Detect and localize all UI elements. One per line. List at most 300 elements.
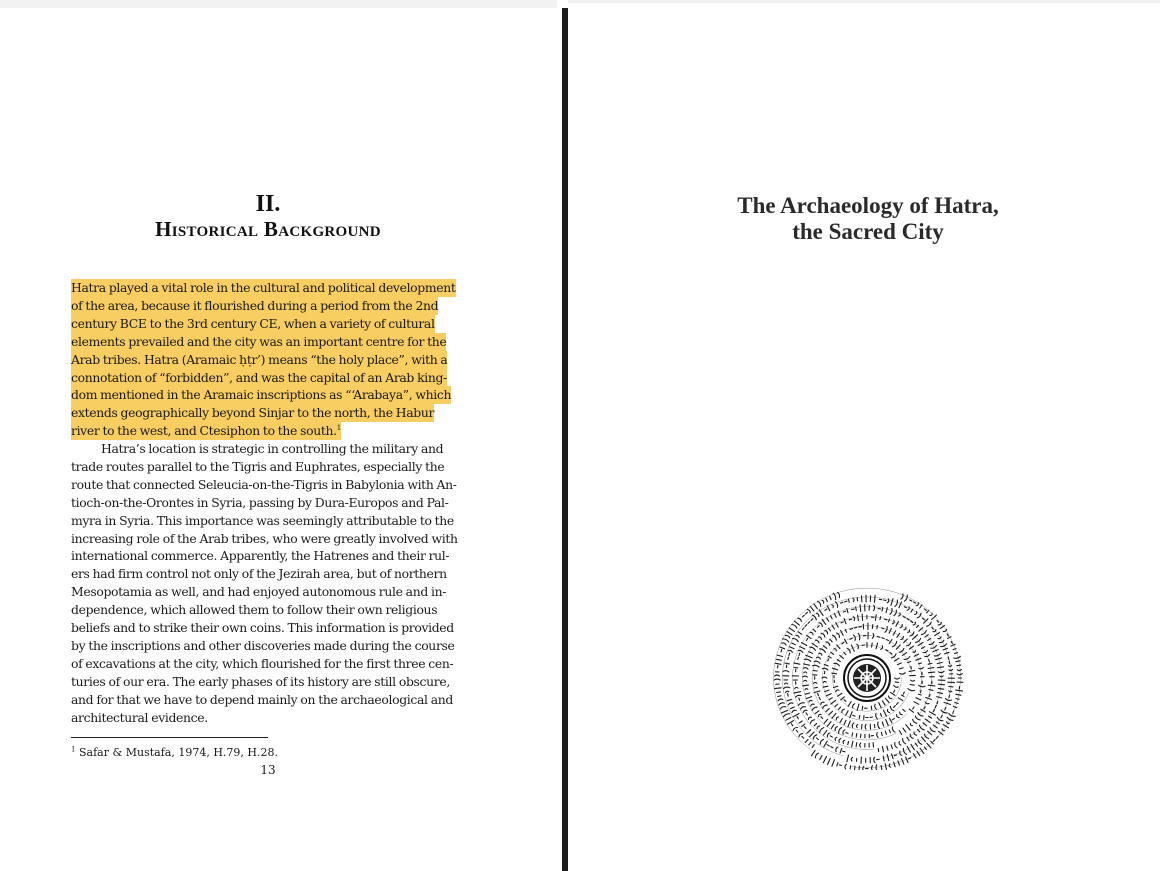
footnote-ref[interactable]: 1 bbox=[336, 424, 341, 433]
script-stroke bbox=[903, 739, 906, 744]
script-stroke bbox=[838, 592, 840, 597]
script-stroke bbox=[818, 601, 821, 606]
script-stroke bbox=[856, 734, 857, 737]
script-stroke bbox=[777, 659, 782, 660]
script-stroke bbox=[794, 692, 801, 693]
script-stroke bbox=[783, 639, 789, 642]
script-stroke bbox=[796, 695, 802, 697]
script-stroke bbox=[798, 703, 804, 706]
script-stroke bbox=[829, 711, 833, 715]
script-stroke bbox=[813, 629, 816, 631]
script-stroke bbox=[894, 690, 895, 692]
highlighted-text: Hatra played a vital role in the cultural and political development of the area, because it flourished during a period from the 2nd century BCE to the 3rd century CE, when a variety of cultural elements prevailed and the city was an important centre for the Arab tribes. Hatra (Aramaic ḥṭr’) means “the holy place”, with a connotation of “forbidden”, and was the capital of an Arab king- dom mentioned in the Aramaic inscriptions as “‘Arabaya”, which extends geographically beyond Sinjar to the north, the Habur river to the west, and Ctesiphon to the south. bbox=[71, 280, 456, 439]
script-stroke bbox=[822, 600, 824, 603]
script-stroke bbox=[823, 705, 828, 708]
script-stroke bbox=[853, 715, 855, 716]
script-stroke bbox=[945, 652, 949, 654]
script-stroke bbox=[797, 717, 798, 719]
script-stroke bbox=[897, 663, 901, 665]
script-stroke bbox=[819, 653, 822, 655]
script-stroke bbox=[843, 740, 845, 743]
script-stroke bbox=[913, 719, 917, 723]
script-stroke bbox=[859, 715, 860, 718]
script-stroke bbox=[916, 698, 921, 700]
script-stroke bbox=[789, 653, 790, 655]
script-stroke bbox=[858, 633, 860, 640]
script-stroke bbox=[805, 693, 809, 694]
script-stroke bbox=[895, 743, 897, 748]
script-stroke bbox=[844, 700, 846, 702]
script-stroke bbox=[788, 650, 792, 652]
script-stroke bbox=[803, 676, 808, 677]
script-stroke bbox=[926, 698, 932, 700]
script-stroke bbox=[885, 731, 886, 734]
script-stroke bbox=[790, 647, 795, 649]
script-stroke bbox=[894, 686, 899, 688]
script-stroke bbox=[821, 717, 823, 719]
script-stroke bbox=[943, 648, 947, 650]
script-stroke bbox=[904, 607, 906, 608]
script-stroke bbox=[884, 710, 887, 716]
script-stroke bbox=[817, 613, 819, 616]
script-stroke bbox=[810, 632, 813, 634]
script-stroke bbox=[846, 733, 848, 734]
script-stroke bbox=[817, 738, 819, 740]
script-stroke bbox=[860, 743, 861, 747]
script-stroke bbox=[839, 765, 841, 766]
chapter-number: II. bbox=[255, 191, 281, 217]
script-stroke bbox=[886, 720, 889, 726]
script-stroke bbox=[815, 753, 818, 758]
script-stroke bbox=[858, 615, 859, 621]
script-stroke bbox=[909, 671, 915, 672]
top-strip bbox=[0, 0, 557, 8]
script-stroke bbox=[779, 703, 785, 705]
script-stroke bbox=[909, 709, 913, 712]
script-stroke bbox=[819, 697, 820, 699]
script-stroke bbox=[811, 704, 814, 706]
script-stroke bbox=[812, 745, 814, 748]
script-stroke bbox=[839, 707, 841, 709]
script-stroke bbox=[827, 733, 830, 737]
script-stroke bbox=[815, 640, 819, 643]
script-stroke bbox=[865, 725, 866, 730]
script-stroke bbox=[806, 638, 807, 640]
script-stroke bbox=[875, 595, 876, 602]
script-stroke bbox=[937, 620, 939, 622]
script-stroke bbox=[791, 724, 792, 726]
script-stroke bbox=[871, 706, 872, 710]
script-stroke bbox=[951, 641, 952, 643]
script-stroke bbox=[810, 606, 814, 611]
script-stroke bbox=[880, 617, 881, 620]
script-stroke bbox=[796, 730, 798, 732]
script-stroke bbox=[915, 716, 920, 720]
script-stroke bbox=[820, 739, 823, 744]
script-stroke bbox=[785, 683, 788, 684]
highlighted-paragraph[interactable] bbox=[71, 279, 464, 440]
script-stroke bbox=[778, 699, 783, 701]
script-stroke bbox=[845, 764, 847, 769]
script-stroke bbox=[783, 687, 789, 688]
script-stroke bbox=[775, 688, 782, 689]
script-stroke bbox=[887, 754, 889, 760]
script-stroke bbox=[793, 714, 799, 717]
chapter-title: Historical Background bbox=[155, 217, 381, 241]
script-stroke bbox=[803, 685, 809, 686]
script-stroke bbox=[828, 758, 831, 764]
script-stroke bbox=[929, 690, 933, 691]
script-stroke bbox=[820, 756, 822, 760]
script-stroke bbox=[956, 690, 963, 691]
script-stroke bbox=[885, 764, 886, 770]
script-stroke bbox=[892, 754, 894, 759]
script-stroke bbox=[835, 727, 837, 731]
script-stroke bbox=[809, 700, 812, 702]
script-stroke bbox=[841, 622, 843, 623]
script-stroke bbox=[848, 702, 851, 707]
script-stroke bbox=[792, 643, 796, 645]
script-stroke bbox=[836, 747, 838, 752]
script-stroke bbox=[881, 732, 882, 735]
script-stroke bbox=[825, 609, 827, 610]
script-stroke bbox=[895, 658, 899, 661]
script-stroke bbox=[875, 615, 876, 621]
script-stroke bbox=[879, 703, 881, 708]
script-stroke bbox=[884, 600, 886, 601]
script-stroke bbox=[804, 664, 810, 665]
script-stroke bbox=[829, 628, 831, 631]
script-stroke bbox=[878, 722, 880, 728]
script-stroke bbox=[848, 742, 849, 745]
footnote bbox=[71, 746, 278, 759]
script-stroke bbox=[814, 724, 816, 726]
script-stroke bbox=[831, 724, 834, 728]
script-stroke bbox=[832, 713, 836, 718]
script-stroke bbox=[812, 643, 817, 647]
script-stroke bbox=[794, 621, 799, 625]
script-stroke bbox=[910, 600, 912, 601]
script-stroke bbox=[775, 675, 780, 676]
script-stroke bbox=[880, 713, 881, 716]
script-stroke bbox=[883, 756, 884, 761]
script-stroke bbox=[793, 639, 799, 642]
script-stroke bbox=[919, 667, 924, 669]
script-stroke bbox=[799, 721, 802, 723]
footnote-rule bbox=[71, 737, 268, 738]
script-stroke bbox=[834, 686, 838, 687]
script-stroke bbox=[787, 632, 792, 635]
script-stroke bbox=[780, 647, 785, 649]
script-stroke bbox=[830, 736, 832, 737]
script-stroke bbox=[833, 668, 838, 670]
script-stroke bbox=[806, 612, 808, 614]
script-stroke bbox=[852, 609, 854, 610]
script-stroke bbox=[805, 739, 808, 742]
script-stroke bbox=[792, 625, 797, 629]
script-stroke bbox=[777, 692, 781, 693]
script-stroke bbox=[811, 619, 813, 621]
script-stroke bbox=[910, 685, 914, 686]
script-stroke bbox=[848, 721, 850, 727]
script-stroke bbox=[957, 674, 962, 675]
script-stroke bbox=[823, 686, 828, 687]
script-stroke bbox=[919, 725, 924, 730]
script-stroke bbox=[885, 698, 889, 702]
spiral-inscription-emblem-icon bbox=[769, 582, 965, 770]
script-stroke bbox=[827, 745, 829, 746]
script-stroke bbox=[815, 711, 819, 714]
script-stroke bbox=[803, 710, 807, 712]
script-stroke bbox=[894, 706, 896, 708]
script-stroke bbox=[874, 724, 875, 727]
script-stroke bbox=[836, 717, 838, 720]
script-stroke bbox=[882, 747, 883, 752]
script-stroke bbox=[823, 757, 826, 763]
script-stroke bbox=[898, 761, 900, 765]
script-stroke bbox=[840, 602, 842, 603]
script-stroke bbox=[813, 670, 817, 671]
script-stroke bbox=[803, 615, 805, 617]
script-stroke bbox=[908, 689, 915, 691]
script-stroke bbox=[820, 728, 824, 733]
script-stroke bbox=[900, 712, 903, 715]
script-stroke bbox=[924, 734, 928, 738]
script-stroke bbox=[817, 726, 820, 729]
script-stroke bbox=[903, 709, 905, 711]
left-page bbox=[0, 8, 557, 871]
script-stroke bbox=[843, 730, 845, 735]
script-stroke bbox=[954, 656, 961, 658]
script-stroke bbox=[775, 663, 781, 664]
script-stroke bbox=[794, 663, 800, 664]
script-stroke bbox=[819, 637, 822, 639]
script-stroke bbox=[921, 690, 922, 692]
script-stroke bbox=[843, 751, 846, 752]
script-stroke bbox=[863, 766, 864, 770]
script-stroke bbox=[831, 747, 833, 748]
script-stroke bbox=[826, 709, 829, 712]
script-stroke bbox=[891, 745, 892, 749]
script-stroke bbox=[873, 605, 874, 610]
script-stroke bbox=[929, 672, 935, 673]
script-stroke bbox=[804, 672, 807, 673]
script-stroke bbox=[889, 764, 890, 767]
script-stroke bbox=[851, 758, 852, 762]
script-stroke bbox=[787, 699, 792, 700]
script-stroke bbox=[876, 713, 878, 719]
script-stroke bbox=[924, 609, 926, 611]
script-stroke bbox=[853, 704, 855, 708]
script-stroke bbox=[889, 696, 892, 699]
script-stroke bbox=[814, 687, 817, 688]
script-stroke bbox=[948, 665, 951, 666]
script-stroke bbox=[785, 635, 789, 637]
script-stroke bbox=[895, 682, 898, 683]
script-stroke bbox=[918, 663, 921, 664]
script-stroke bbox=[916, 603, 918, 606]
script-stroke bbox=[812, 707, 817, 710]
script-stroke bbox=[803, 668, 808, 669]
script-stroke bbox=[852, 723, 854, 728]
script-stroke bbox=[786, 718, 791, 721]
script-stroke bbox=[783, 671, 789, 672]
script-stroke bbox=[840, 719, 842, 723]
script-stroke bbox=[826, 598, 828, 601]
script-stroke bbox=[899, 668, 903, 669]
script-stroke bbox=[890, 608, 892, 614]
body-paragraph: Hatra’s location is strategic in controlling the military and trade routes parallel to the Tigris and Euphrates, especially the route that connected Seleucia-on-the-Tigris in Babylonia with An- tioch-on-the-Orontes in Syria, passing by Dura-Europos and Pal- myra in Syria. This importance was seemingly attributable to the increasing role of the Arab tribes, who were greatly involved with international commerce. Apparently, the Hatrenes and their rul- ers had firm control not only of the Jezirah area, but of northern Mesopotamia as well, and had enjoyed autonomous rule and in- dependence, which allowed them to follow their own religious beliefs and to strike their own coins. This information is provided by the inscriptions and other discoveries made during the course of excavations at the city, which flourished for the first three cen- turies of our era. The early phases of its history are still obscure, and for that we have to depend mainly on the archaeological and architectural evidence. bbox=[71, 441, 458, 725]
script-stroke bbox=[891, 599, 893, 606]
script-stroke bbox=[832, 760, 835, 767]
script-stroke bbox=[956, 694, 961, 695]
script-stroke bbox=[894, 755, 896, 756]
script-stroke bbox=[806, 697, 812, 699]
script-stroke bbox=[789, 628, 794, 631]
script-stroke bbox=[804, 680, 807, 681]
script-stroke bbox=[799, 653, 800, 655]
script-stroke bbox=[806, 713, 807, 715]
script-stroke bbox=[852, 741, 853, 747]
script-stroke bbox=[898, 698, 903, 701]
script-stroke bbox=[788, 694, 789, 697]
script-stroke bbox=[887, 746, 888, 750]
script-stroke bbox=[862, 706, 863, 710]
script-stroke bbox=[829, 698, 832, 700]
script-stroke bbox=[798, 618, 802, 621]
script-stroke bbox=[860, 605, 861, 612]
script-stroke bbox=[895, 600, 898, 606]
script-stroke bbox=[795, 687, 798, 688]
script-stroke bbox=[886, 608, 887, 613]
script-stroke bbox=[824, 730, 827, 735]
script-stroke bbox=[837, 763, 838, 766]
script-stroke bbox=[928, 668, 934, 669]
script-stroke bbox=[901, 695, 904, 696]
script-stroke bbox=[832, 673, 837, 674]
script-stroke bbox=[826, 694, 831, 696]
script-stroke bbox=[920, 748, 924, 753]
script-stroke bbox=[937, 717, 943, 720]
script-stroke bbox=[856, 725, 857, 728]
script-stroke bbox=[818, 714, 821, 716]
script-stroke bbox=[928, 685, 935, 686]
script-stroke bbox=[852, 733, 853, 736]
script-stroke bbox=[778, 696, 781, 697]
script-stroke bbox=[786, 691, 789, 692]
script-stroke bbox=[900, 673, 906, 674]
script-stroke bbox=[839, 739, 841, 743]
script-stroke bbox=[810, 720, 814, 724]
script-stroke bbox=[805, 625, 807, 627]
script-stroke bbox=[818, 693, 819, 695]
script-stroke bbox=[801, 707, 806, 709]
script-stroke bbox=[780, 707, 786, 709]
script-stroke bbox=[813, 682, 817, 683]
script-stroke bbox=[855, 627, 857, 628]
script-stroke bbox=[817, 657, 821, 659]
script-stroke bbox=[810, 732, 815, 737]
script-stroke bbox=[840, 748, 842, 753]
script-stroke bbox=[862, 724, 863, 728]
script-stroke bbox=[796, 635, 799, 637]
script-stroke bbox=[857, 704, 859, 711]
script-stroke bbox=[774, 679, 780, 680]
script-stroke bbox=[844, 720, 846, 724]
script-stroke bbox=[850, 712, 853, 718]
script-stroke bbox=[842, 709, 844, 712]
script-stroke bbox=[834, 663, 840, 666]
script-stroke bbox=[919, 685, 925, 686]
script-stroke bbox=[877, 626, 878, 629]
script-stroke bbox=[878, 749, 879, 752]
script-stroke bbox=[888, 710, 890, 713]
script-stroke bbox=[788, 703, 793, 705]
script-stroke bbox=[827, 618, 829, 622]
script-stroke bbox=[798, 657, 799, 659]
script-stroke bbox=[799, 698, 800, 700]
script-stroke bbox=[839, 728, 842, 734]
script-stroke bbox=[853, 598, 854, 602]
script-stroke bbox=[882, 722, 883, 726]
script-stroke bbox=[810, 647, 816, 650]
script-stroke bbox=[809, 742, 811, 745]
script-stroke bbox=[781, 650, 782, 652]
footnote-text: Safar & Mustafa, 1974, H.79, H.28. bbox=[78, 746, 278, 759]
script-stroke bbox=[956, 661, 960, 662]
script-stroke bbox=[853, 635, 855, 640]
script-stroke bbox=[914, 702, 919, 705]
central-rosette bbox=[844, 655, 890, 701]
script-stroke bbox=[800, 647, 805, 650]
footnote-number: 1 bbox=[71, 745, 76, 754]
script-stroke bbox=[782, 643, 786, 645]
script-stroke bbox=[913, 707, 914, 709]
script-stroke bbox=[835, 737, 837, 740]
script-stroke bbox=[791, 707, 795, 709]
script-stroke bbox=[921, 737, 925, 742]
script-stroke bbox=[824, 741, 827, 747]
script-stroke bbox=[785, 663, 790, 664]
script-stroke bbox=[929, 694, 930, 696]
script-stroke bbox=[947, 634, 948, 636]
script-stroke bbox=[811, 750, 815, 755]
script-stroke bbox=[848, 599, 849, 602]
book-title-line-2: the Sacred City bbox=[792, 219, 944, 244]
script-stroke bbox=[809, 652, 813, 654]
script-stroke bbox=[831, 700, 836, 704]
script-stroke bbox=[831, 616, 833, 619]
book-title-line-1: The Archaeology of Hatra, bbox=[737, 193, 999, 218]
script-stroke bbox=[835, 704, 838, 707]
script-stroke bbox=[897, 715, 899, 718]
script-stroke bbox=[910, 723, 912, 725]
script-stroke bbox=[845, 601, 847, 602]
script-stroke bbox=[900, 751, 902, 755]
script-stroke bbox=[830, 596, 831, 599]
script-stroke bbox=[928, 731, 932, 735]
script-stroke bbox=[807, 730, 811, 734]
script-stroke bbox=[894, 762, 895, 767]
script-stroke bbox=[895, 678, 900, 679]
script-stroke bbox=[802, 628, 804, 630]
script-stroke bbox=[882, 701, 885, 705]
script-stroke bbox=[957, 665, 961, 666]
script-stroke bbox=[814, 604, 817, 609]
script-stroke bbox=[930, 613, 932, 615]
script-stroke bbox=[808, 717, 811, 719]
script-stroke bbox=[903, 728, 906, 732]
